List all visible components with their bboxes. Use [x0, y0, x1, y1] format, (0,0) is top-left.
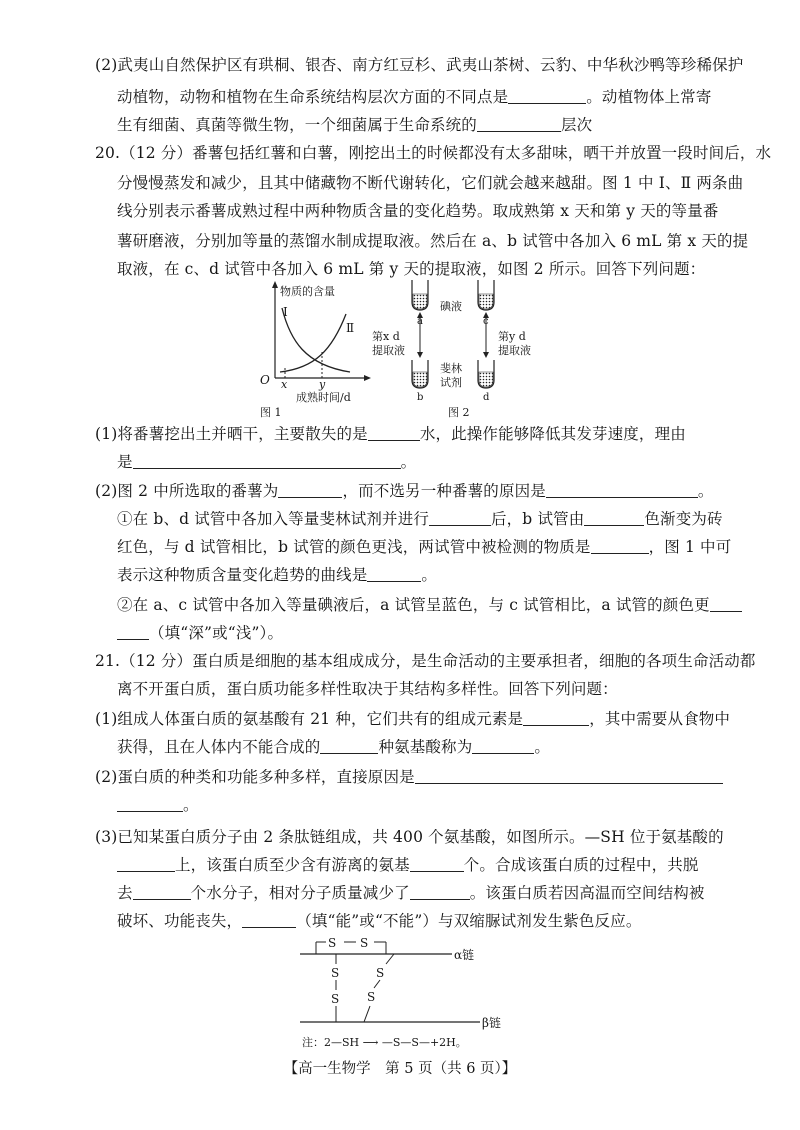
q20-2-sub2-line1: ②在 a、c 试管中各加入等量碘液后，a 试管呈蓝色，与 c 试管相比，a 试管的颜色更 [117, 594, 742, 616]
tube-d [478, 360, 494, 388]
disulfide-s: S [328, 936, 337, 950]
disulfide-s: S [367, 990, 376, 1004]
fig1-origin: O [260, 373, 270, 387]
disulfide-s: S [376, 966, 385, 980]
q21-3-line4: 破坏、功能丧失， （填“能”或“不能”）与双缩脲试剂发生紫色反应。 [117, 912, 642, 930]
figure-2 [368, 276, 548, 426]
right-extract-2: 提取液 [498, 344, 531, 357]
q20-stem-line3: 线分别表示番薯成熟过程中两种物质含量的变化趋势。取成熟第 x 天和第 y 天的等量番 [117, 202, 719, 220]
left-extract-2: 提取液 [372, 344, 405, 357]
right-extract-1: 第y d [498, 330, 526, 343]
q21-3-line1: (3)已知某蛋白质分子由 2 条肽链组成，共 400 个氨基酸，如图所示。—SH 位于氨基酸的 [95, 828, 724, 846]
answer-blank[interactable] [367, 565, 421, 582]
q20-1-line2: 是 。 [117, 453, 417, 471]
answer-blank[interactable] [368, 424, 420, 441]
fig1-tick-y: y [319, 378, 326, 391]
fig1-xlabel: 成熟时间/d [296, 391, 351, 404]
answer-blank[interactable] [477, 115, 561, 132]
answer-blank[interactable] [242, 911, 296, 928]
protein-chain-figure [290, 934, 520, 1056]
q21-2-line1: (2)蛋白质的种类和功能多种多样，直接原因是 [95, 766, 723, 788]
answer-blank[interactable] [429, 509, 491, 526]
disulfide-s: S [331, 966, 340, 980]
tube-b-label: b [417, 392, 424, 403]
q19-2-line1: (2)武夷山自然保护区有珙桐、银杏、南方红豆杉、武夷山茶树、云豹、中华秋沙鸭等珍稀保护 [95, 56, 744, 74]
answer-blank[interactable] [320, 737, 378, 754]
q21-stem-line1: 21.（12 分）蛋白质是细胞的基本组成成分，是生命活动的主要承担者，细胞的各项生命活动都 [95, 652, 756, 670]
answer-blank[interactable] [508, 87, 586, 104]
answer-blank[interactable] [278, 481, 342, 498]
fig1-caption: 图 1 [260, 406, 282, 419]
reagent-fehling-1: 斐林 [440, 362, 462, 375]
tube-c-label: c [483, 316, 489, 327]
q21-3-line2: 上，该蛋白质至少含有游离的氨基 个。合成该蛋白质的过程中，共脱 [117, 854, 699, 876]
fig1-curve2-label: Ⅱ [346, 321, 355, 335]
fig1-curve1-label: Ⅰ [283, 305, 288, 319]
tube-b [412, 360, 428, 388]
answer-blank[interactable] [523, 709, 589, 726]
answer-blank[interactable] [117, 623, 149, 640]
reagent-iodine: 碘液 [440, 300, 462, 313]
answer-blank[interactable] [410, 855, 464, 872]
q20-stem-line4: 薯研磨液，分别加等量的蒸馏水制成提取液。然后在 a、b 试管中各加入 6 mL 第 x 天的提 [117, 232, 749, 250]
answer-blank[interactable] [415, 767, 723, 784]
q21-1-line1: (1)组成人体蛋白质的氨基酸有 21 种，它们共有的组成元素是 ，其中需要从食物中 [95, 710, 731, 728]
figure-note: 注：2—SH ⟶ —S—S—+2H。 [302, 1036, 467, 1049]
q21-2-line2: 。 [117, 794, 199, 816]
q20-2-sub1-line2: 红色，与 d 试管相比，b 试管的颜色更浅，两试管中被检测的物质是 ，图 1 中可 [117, 538, 732, 556]
curve-2 [280, 314, 346, 372]
answer-blank[interactable] [710, 595, 742, 612]
reagent-fehling-2: 试剂 [440, 376, 462, 389]
fig1-ylabel: 物质的含量 [280, 285, 335, 298]
q19-2-line2: 动植物，动物和植物在生命系统结构层次方面的不同点是 。动植物体上常寄 [117, 88, 712, 106]
beta-chain-label: β链 [482, 1016, 501, 1030]
tube-a-label: a [417, 316, 423, 327]
q20-2-sub1-line3: 表示这种物质含量变化趋势的曲线是 。 [117, 566, 438, 584]
disulfide-s: S [360, 936, 369, 950]
answer-blank[interactable] [117, 855, 175, 872]
q21-stem-line2: 离不开蛋白质，蛋白质功能多样性取决于其结构多样性。回答下列问题： [117, 680, 618, 698]
q20-stem-line5: 取液，在 c、d 试管中各加入 6 mL 第 y 天的提取液，如图 2 所示。回答下列问题： [117, 260, 706, 278]
q19-2-line3: 生有细菌、真菌等微生物，一个细菌属于生命系统的 层次 [117, 116, 593, 134]
answer-blank[interactable] [546, 481, 698, 498]
answer-blank[interactable] [410, 883, 470, 900]
page-footer: 【高一生物学 第 5 页（共 6 页）】 [283, 1061, 517, 1077]
q21-3-line3: 去 个水分子，相对分子质量减少了 。该蛋白质若因高温而空间结构被 [117, 884, 705, 902]
q20-stem-line1: 20.（12 分）番薯包括红薯和白薯，刚挖出土的时候都没有太多甜味，晒干并放置一段时间后，水 [95, 144, 772, 162]
q20-2-sub1-line1: ①在 b、d 试管中各加入等量斐林试剂并进行 后，b 试管由 色渐变为砖 [117, 510, 723, 528]
q20-2-sub2-line2: （填“深”或“浅”）。 [117, 622, 283, 644]
q21-1-line2: 获得，且在人体内不能合成的 种氨基酸称为 。 [117, 738, 551, 756]
q20-2-line1: (2)图 2 中所选取的番薯为 ，而不选另一种番薯的原因是 。 [95, 482, 714, 500]
tube-c [478, 280, 494, 310]
answer-blank[interactable] [117, 795, 183, 812]
curve-1 [282, 308, 350, 372]
answer-blank[interactable] [133, 883, 191, 900]
answer-blank[interactable] [584, 509, 644, 526]
q20-1-line1: (1)将番薯挖出土并晒干，主要散失的是 水，此操作能够降低其发芽速度，理由 [95, 425, 686, 443]
disulfide-s: S [331, 992, 340, 1006]
fig2-caption: 图 2 [448, 406, 470, 419]
answer-blank[interactable] [472, 737, 534, 754]
answer-blank[interactable] [133, 452, 401, 469]
tube-a [412, 280, 428, 310]
q20-stem-line2: 分慢慢蒸发和减少，且其中储藏物不断代谢转化，它们就会越来越甜。图 1 中 Ⅰ、Ⅱ 两条曲 [117, 174, 744, 192]
answer-blank[interactable] [591, 537, 649, 554]
tube-d-label: d [483, 392, 490, 403]
figure-1 [250, 280, 372, 424]
left-extract-1: 第x d [372, 330, 400, 343]
fig1-tick-x: x [281, 378, 288, 391]
alpha-chain-label: α链 [454, 948, 475, 962]
